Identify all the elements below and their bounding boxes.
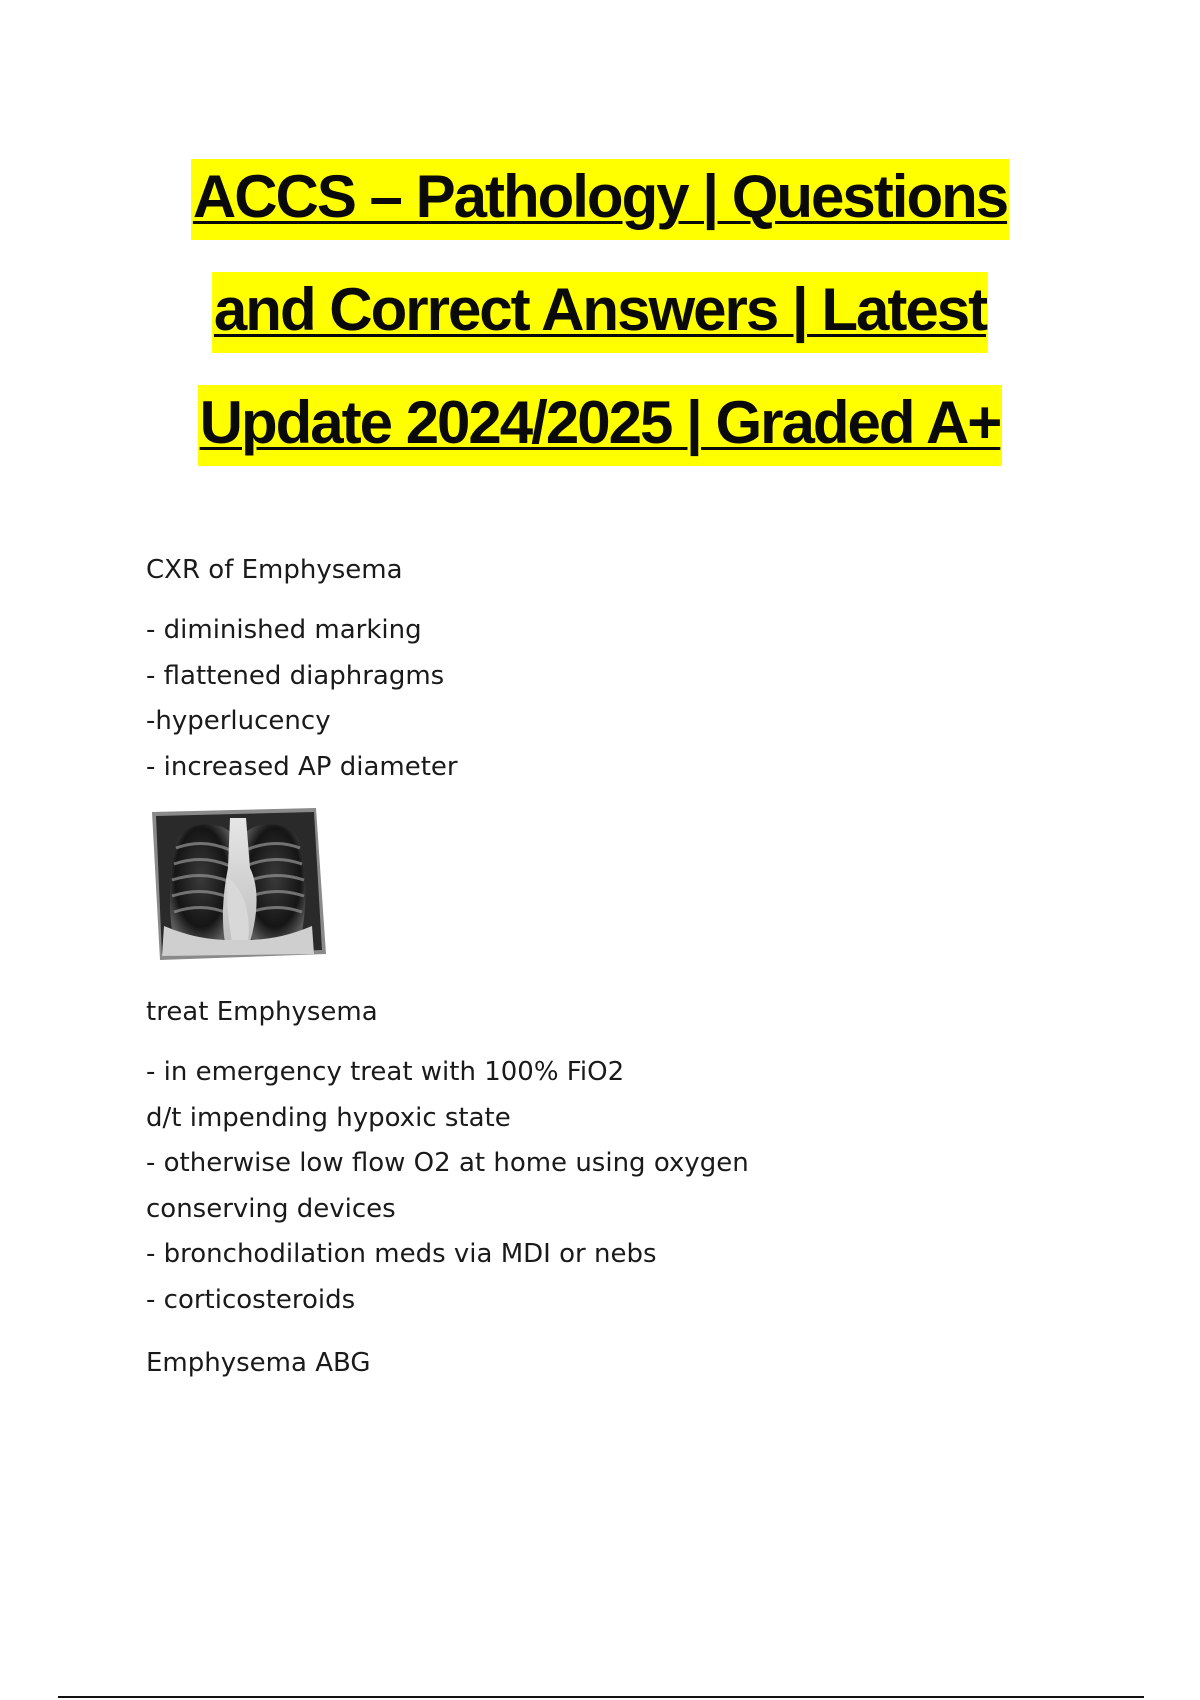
question-treat-emphysema: treat Emphysema [146, 997, 378, 1027]
answer-line: - in emergency treat with 100% FiO2 [146, 1057, 625, 1087]
answer-line: - otherwise low flow O2 at home using oxygen [146, 1148, 749, 1178]
answer-line: d/t impending hypoxic state [146, 1102, 511, 1133]
question-cxr-emphysema: CXR of Emphysema [146, 555, 403, 585]
title-line-3: Update 2024/2025 | Graded A+ [0, 366, 1200, 479]
answer-line: - diminished marking [146, 615, 422, 645]
flashcard-list [146, 548, 1046, 1385]
answer-line: - bronchodilation meds via MDI or nebs [146, 1239, 657, 1269]
answer-cxr-emphysema [146, 608, 1046, 790]
answer-treat-emphysema [146, 1050, 1046, 1323]
document-title [0, 140, 1200, 479]
title-line-1: ACCS – Pathology | Questions [0, 140, 1200, 253]
question-emphysema-abg: Emphysema ABG [146, 1348, 371, 1378]
answer-line: - flattened diaphragms [146, 660, 445, 691]
chest-xray-image [148, 808, 326, 960]
answer-line: conserving devices [146, 1193, 396, 1224]
answer-line: -hyperlucency [146, 706, 331, 736]
footer-divider [58, 1696, 1144, 1698]
title-line-2: and Correct Answers | Latest [0, 253, 1200, 366]
answer-line: - corticosteroids [146, 1284, 356, 1315]
answer-line: - increased AP diameter [146, 751, 458, 782]
